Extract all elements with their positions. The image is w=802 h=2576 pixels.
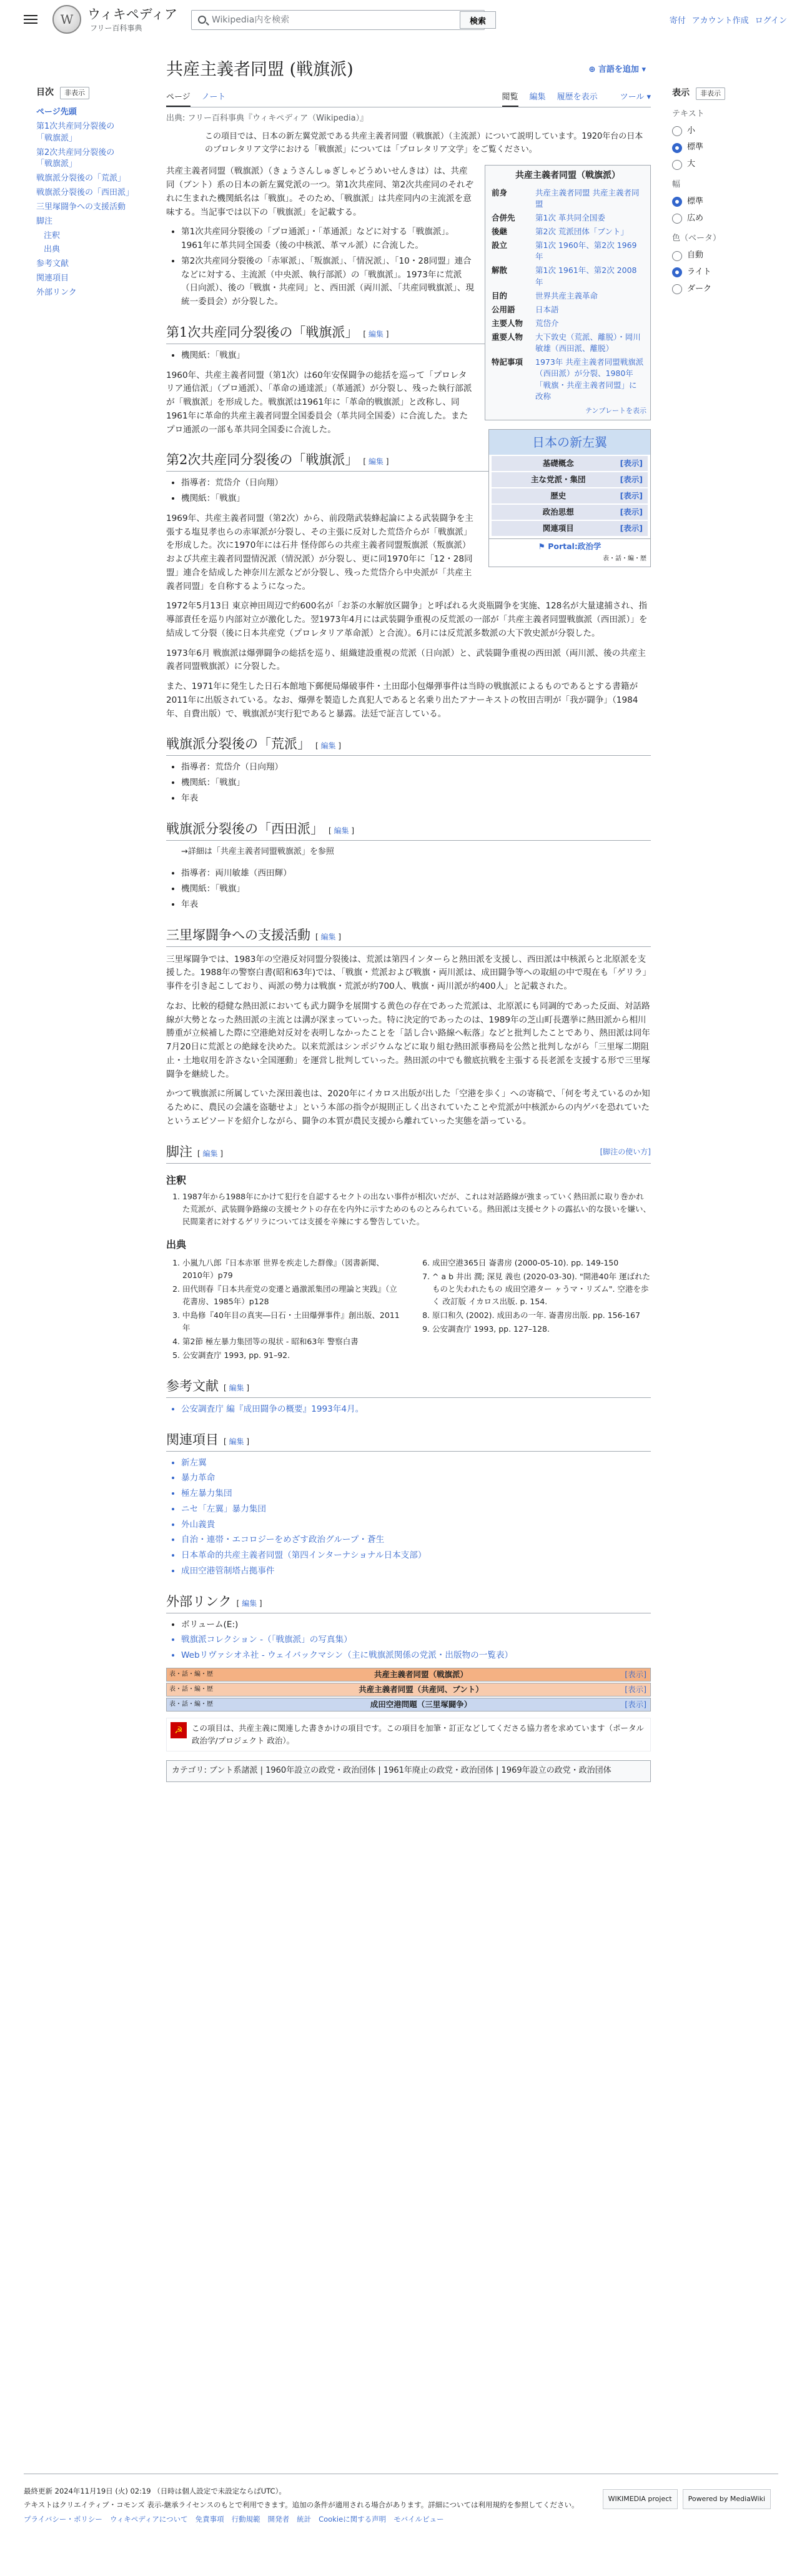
section-heading-3: 戦旗派分裂後の「荒派」 [ 編集 ] <box>166 735 651 756</box>
source-item: 3. 中島修『40年目の真実―日石・土田爆弾事件』創出版、2011年 <box>182 1309 401 1334</box>
list-item[interactable]: • 日本革命的共産主義者同盟（第四インターナショナル日本支部） <box>181 1549 651 1563</box>
list-item: • 指導者：荒岱介（日向翔） <box>181 477 651 490</box>
radio-icon[interactable] <box>672 197 682 207</box>
color-label: 色（ベータ） <box>672 234 721 244</box>
edit-link[interactable]: 編集 <box>320 741 336 751</box>
list-item: • 機関紙：「戦旗」 <box>181 349 651 363</box>
radio-icon[interactable] <box>672 214 682 224</box>
list-item[interactable]: • 新左翼 <box>181 1457 651 1470</box>
toc-list <box>36 121 134 299</box>
tab-read[interactable]: 閲覧 <box>502 92 518 107</box>
source-item: 5. 公安調査庁 1993, pp. 91–92. <box>182 1349 401 1362</box>
s2-paragraph-1: 1969年、共産主義者同盟（第2次）から、前段階武装蜂起論による武装闘争を主張する塩見孝也らの赤軍派が分裂し、その主張に反対した荒岱介らが「戦旗派」を形成した。次に1970年には石井 怪侍郎らの共産主義者同盟叛旗派（叛旗派）および共産主義者同盟情況派（情況派）が分裂し、更に同1970年に「12・28同盟」連合を結成した神奈川左派などが分裂し、残った荒岱介ら中央派が「共産主義者同盟」を自称するようになった。 <box>166 513 473 592</box>
stub-text: この項目は、共産主義に関連した書きかけの項目です。この項目を加筆・訂正などしてくださる協力者を求めています（ポータル 政治学/プロジェクト 政治）。 <box>192 1723 645 1745</box>
radio-icon[interactable] <box>672 267 682 277</box>
edit-link[interactable]: 編集 <box>368 329 384 339</box>
edit-link[interactable]: 編集 <box>242 1598 257 1608</box>
wikimedia-badge[interactable]: WIKIMEDIA project <box>603 2489 678 2509</box>
sources-columns <box>166 1256 651 1363</box>
section-heading-9: 外部リンク [ 編集 ] <box>166 1592 651 1613</box>
s4-see-also: →詳細は「共産主義者同盟戦旗派」を参照 <box>181 846 334 856</box>
infobox-row: 目的 世界共産主義革命 <box>492 290 598 300</box>
footer-navbox[interactable]: 表・話・編・歴 共産主義者同盟（戦旗派） [表示] <box>166 1668 651 1682</box>
s1-paragraph: 1960年、共産主義者同盟（第1次）は60年安保闘争の総括を巡って「プロレタリア通信派」（プロ通派）、「革命の通達派」（革通派）が分裂し、残った執行部派が「戦旗派」を形成した。戦旗派は1961年に「革命的戦旗派」と改称し、同1961年に革命的共産主義者同盟全国委員会（革共同全国委）に合流した。またプロ通派の一部も革共同全国委に合流した。 <box>166 370 472 435</box>
stub-notice <box>166 1718 651 1751</box>
hammer-sickle-icon: ☭ <box>171 1722 187 1738</box>
navbox-row[interactable]: 基礎概念 [表示] <box>492 456 648 471</box>
navbox-title[interactable]: 日本の新左翼 <box>489 430 650 455</box>
navbox-vte[interactable]: 表・話・編・歴 <box>603 555 646 562</box>
page-footer <box>24 2474 778 2527</box>
navbox-row[interactable]: 政治思想 [表示] <box>492 505 648 520</box>
donate-link[interactable]: 寄付 <box>669 16 686 26</box>
s5-paragraph-2: なお、比較的穏健な熱田派においても武力闘争を展開する黄色の存在であった荒派は、北原派にも同調的であった反面、対話路線が大勢となった熱田派の主流とは溝が深まっていった。特に決定的であったのは、1989年の芝山町長選挙に熱田派から相川勝重が立候補した際に空港絶対反対を表明しなかったことを「話し合い路線へ転落」などと批判したことであり、熱田派は同年7月20日に荒派との絶縁を決めた。以来荒派はシンポジウムなどに取り組む熱田派事務局を公然と批判しながら「三里塚二期阻止・土地収用を許さない全国運動」を運営し批判していった。熱田派の中でも徹底抗戦を主張する長老派を支援する形で三里塚闘争を継続した。 <box>166 1001 650 1079</box>
footer-link[interactable]: モバイルビュー <box>394 2514 444 2524</box>
s2-paragraph-3: 1973年6月 戦旗派は爆弾闘争の総括を巡り、組織建設重視の荒派（日向派）と、武装闘争重視の西田派（両川派、後の共産主義者同盟戦旗派）に分裂した。 <box>166 648 646 672</box>
search-button[interactable]: 検索 <box>460 11 496 29</box>
notes-heading: 注釈 <box>166 1174 187 1186</box>
sources-heading: 出典 <box>166 1239 187 1251</box>
infobox-row: 重要人物 大下敦史（荒派、離脱）・岡川敏雄（西田派、離脱） <box>492 332 641 354</box>
radio-icon[interactable] <box>672 126 682 136</box>
footer-link[interactable]: 開発者 <box>267 2514 290 2524</box>
text-size-option[interactable]: 標準 <box>672 141 778 154</box>
note-item: 1. 1987年から1988年にかけて犯行を自認するセクトの出ない事件が相次いだが、これは対話路線が強まっていく熱田派に取り巻かれた荒派が、武装闘争路線の支援セクトの存在を内外に示すためのものとみられている。熱田派は支援セクトの露払い的な扱いを嫌い、民間業者に対するゲリラについては支援を辛辣にする警告していた。 <box>182 1191 651 1228</box>
user-links <box>663 15 787 28</box>
hatnote: この項目では、日本の新左翼党派である共産主義者同盟（戦旗派）（主流派）について説明しています。1920年台の日本のプロレタリア文学における「戦旗派」については「プロレタリア文学」をご覧ください。 <box>205 131 643 154</box>
s2-paragraph-2: 1972年5月13日 東京神田周辺で約600名が「お茶の水解放区闘争」と呼ばれる火炎瓶闘争を実施、128名が大量逮捕され、指導部責任を巡り内部対立が激化した。翌1973年4月には武装闘争重視の反荒派の一部が「共産主義者同盟戦旗派（西田派）」を結成して分裂（後に日本共産党（プロレタリア革命派）と合流）。6月には反荒派多数派の大下敦史派が分裂した。 <box>166 601 648 638</box>
main-menu-icon[interactable] <box>24 12 37 26</box>
wikipedia-logo-icon[interactable]: W <box>52 5 81 34</box>
list-item[interactable]: • 自治・連帯・エコロジーをめざす政治グループ・蒼生 <box>181 1533 651 1547</box>
color-option[interactable]: ダーク <box>672 283 778 296</box>
radio-icon[interactable] <box>672 143 682 153</box>
tab-tools[interactable]: ツール ▾ <box>620 92 651 102</box>
infobox-row: 合併先 第1次 革共同全国委 <box>492 212 605 222</box>
section-heading-6: 脚注 [ 編集 ] [脚注の使い方] <box>166 1142 651 1164</box>
notes-list <box>166 1191 651 1228</box>
toc-item[interactable]: 戦旗派分裂後の「西田派」 <box>36 188 134 198</box>
toc-item[interactable]: 三里塚闘争への支援活動 <box>36 202 126 212</box>
list-item[interactable]: • 成田空港管制塔占拠事件 <box>181 1565 651 1578</box>
list-item: • 年表 <box>181 792 651 806</box>
toc-item[interactable]: 注釈 <box>44 230 61 240</box>
edit-link[interactable]: 編集 <box>202 1149 218 1158</box>
page-title: 共産主義者同盟 (戦旗派) <box>166 60 354 79</box>
footer-link[interactable]: Cookieに関する声明 <box>319 2514 387 2524</box>
radio-icon[interactable] <box>672 284 682 294</box>
list-item: • 指導者：荒岱介（日向翔） <box>181 761 651 775</box>
footer-link[interactable]: 行動規範 <box>231 2514 260 2524</box>
infobox-row: 主要人物 荒岱介 <box>492 318 559 328</box>
tab-talk[interactable]: ノート <box>201 92 226 102</box>
source-item: 6. 成田空港365日 崙書房 (2000-05-10). pp. 149-150 <box>432 1257 651 1269</box>
edit-link[interactable]: 編集 <box>334 826 349 835</box>
s9-list <box>181 1618 651 1663</box>
portal-link[interactable]: ⚑ Portal:政治学 <box>489 538 650 554</box>
appearance-panel <box>672 86 778 300</box>
navbox-row[interactable]: 主な党派・集団 [表示] <box>492 472 648 487</box>
infobox-row: 公用語 日本語 <box>492 304 559 314</box>
edit-link[interactable]: 編集 <box>229 1437 244 1446</box>
footer-link[interactable]: 統計 <box>297 2514 312 2524</box>
list-item[interactable]: • ニセ「左翼」暴力集団 <box>181 1503 651 1517</box>
infobox-row: 設立 第1次 1960年、第2次 1969年 <box>492 240 637 262</box>
s2-paragraph-4: また、1971年に発生した日石本館地下郵便局爆破事件・土田邸小包爆弾事件は当時の戦旗派によるものであるとする書籍が2011年に出版されている。なお、爆弾を製造した真犯人であると名乗り出たアナーキストの牧田吉明が「我が闘争」（1984年、自費出版）で、戦旗派が実行犯であると暴露。法廷で証言している。 <box>166 681 638 719</box>
infobox-title: 共産主義者同盟（戦旗派） <box>515 171 620 181</box>
list-item: • 機関紙：「戦旗」 <box>181 883 651 896</box>
section-heading-1: 第1次共産同分裂後の「戦旗派」 [ 編集 ] <box>166 323 651 344</box>
width-label: 幅 <box>672 179 681 189</box>
toc-item[interactable]: 参考文献 <box>36 259 69 269</box>
infobox-row: 前身 共産主義者同盟 共産主義者同盟 <box>492 187 640 209</box>
source-item: 2. 田代則春『日本共産党の変遷と過激派集団の理論と実践』（立花書房、1985年）p128 <box>182 1283 401 1308</box>
external-link[interactable]: • 戦旗派コレクション -（「戦旗派」の写真集） <box>181 1633 651 1647</box>
edit-link[interactable]: 編集 <box>368 457 384 467</box>
toc-item[interactable]: 第2次共産同分裂後の「戦旗派」 <box>36 147 115 169</box>
s5-paragraph-3: かつて戦旗派に所属していた深田義也は、2020年にイカロス出版が出した「空港を歩く」への寄稿で、「何を考えているのか知るために、農民の会議を盗聴せよ」という本部の指令が規則正しく出されていたことや荒派が中核派からの内ゲバを恐れていたというエピソードを紹介しながら、闘争の本質が農民支援から離れていった実態を語っている。 <box>166 1089 650 1126</box>
tab-history[interactable]: 履歴を表示 <box>557 92 598 102</box>
edit-link[interactable]: 編集 <box>320 932 336 941</box>
width-option[interactable]: 標準 <box>672 196 778 209</box>
infobox-template-link[interactable]: テンプレートを表示 <box>585 406 646 415</box>
s8-list <box>181 1457 651 1578</box>
from-line: 出典: フリー百科事典『ウィキペディア（Wikipedia）』 <box>166 114 369 123</box>
source-item: 4. 第2節 極左暴力集団等の現状 - 昭和63年 警察白書 <box>182 1335 401 1348</box>
toc-item[interactable]: 外部リンク <box>36 287 77 297</box>
login-link[interactable]: ログイン <box>755 16 787 26</box>
intro-paragraph: 共産主義者同盟（戦旗派）（きょうさんしゅぎしゃどうめいせんきは）は、共産同（ブント）系の日本の新左翼党派の一つ。第1次共産同、第2次共産同のそれぞれに生まれた機関紙名は「戦旗」。そのため、「戦旗派」は共産同内の主流派を意味する。当記事では以下の「戦旗派」を記載する。 <box>166 166 473 217</box>
search-input[interactable] <box>212 13 449 27</box>
source-item: 8. 原口和久 (2002). 成田あの一年. 崙書房出版. pp. 156-167 <box>432 1309 651 1322</box>
color-group <box>672 249 778 295</box>
mediawiki-badge[interactable]: Powered by MediaWiki <box>683 2489 771 2509</box>
language-button[interactable]: ⊕ 言語を追加 ▾ <box>588 65 646 74</box>
navbox-row[interactable]: 歴史 [表示] <box>492 488 648 503</box>
footnote-help-link[interactable]: [脚注の使い方] <box>600 1147 651 1156</box>
radio-icon[interactable] <box>672 160 682 170</box>
list-item: • 機関紙：「戦旗」 <box>181 492 651 506</box>
section-heading-7: 参考文献 [ 編集 ] <box>166 1377 651 1398</box>
new-left-navbox <box>488 429 651 567</box>
text-size-option[interactable]: 小 <box>672 125 778 138</box>
list-item: • 指導者：両川敏雄（西田輝） <box>181 867 651 881</box>
radio-icon[interactable] <box>672 251 682 261</box>
color-option[interactable]: ライト <box>672 266 778 279</box>
list-item: • 機関紙：「戦旗」 <box>181 776 651 790</box>
appearance-hide-button[interactable]: 非表示 <box>696 87 725 100</box>
source-item: 1. 小嵐九八郎『日本赤軍 世界を疾走した群像』（図書新聞、2010年）p79 <box>182 1257 401 1282</box>
footer-navbox[interactable]: 表・話・編・歴 共産主義者同盟（共産同、ブント） [表示] <box>166 1683 651 1697</box>
source-item: 9. 公安調査庁 1993, pp. 127–128. <box>432 1323 651 1335</box>
toc-hide-button[interactable]: 非表示 <box>60 87 89 99</box>
header <box>0 0 802 44</box>
s7-list <box>181 1403 651 1417</box>
categories[interactable]: カテゴリ: ブント系諸派 | 1960年設立の政党・政治団体 | 1961年廃止の政党・政治団体 | 1969年設立の政党・政治団体 <box>166 1760 651 1782</box>
source-item: 7. ^ a b 井出 潤; 深見 義也 (2020-03-30). "開港40年 運ばれたものと失われたもの 成田空港ター ヶうマ・リズム". 空港を歩く 改訂版 イカロス出版. p. 154. <box>432 1271 651 1308</box>
toc-item[interactable]: 戦旗派分裂後の「荒派」 <box>36 174 126 184</box>
toc-item[interactable]: 脚注 <box>36 216 53 226</box>
list-item: • ボリューム(E:) <box>181 1618 651 1632</box>
last-updated: 最終更新 2024年11月19日 (火) 02:19 （日時は個人設定で未設定ならばUTC）。 <box>24 2487 286 2495</box>
width-option[interactable]: 広め <box>672 212 778 225</box>
section-heading-4: 戦旗派分裂後の「西田派」 [ 編集 ] <box>166 820 651 841</box>
site-name[interactable]: ウィキペディア <box>87 7 178 22</box>
footer-navbox[interactable]: 表・話・編・歴 成田空港問題（三里塚闘争） [表示] <box>166 1698 651 1712</box>
footer-link[interactable]: ウィキペディアについて <box>109 2514 188 2524</box>
section-heading-5: 三里塚闘争への支援活動 [ 編集 ] <box>166 926 651 947</box>
site-tagline: フリー百科事典 <box>90 24 142 32</box>
footer-links <box>24 2514 778 2525</box>
infobox-row: 特記事項 1973年 共産主義者同盟戦旗派（西田派）が分裂、1980年「戦旗・共産主義者同盟」に改称 <box>492 357 644 401</box>
edit-link[interactable]: 編集 <box>229 1383 244 1392</box>
text-size-label: テキスト <box>672 109 705 119</box>
list-item: • 年表 <box>181 898 651 912</box>
width-group <box>672 196 778 225</box>
infobox-row: 解散 第1次 1961年、第2次 2008年 <box>492 265 637 287</box>
text-size-option[interactable]: 大 <box>672 158 778 171</box>
tab-edit[interactable]: 編集 <box>529 92 546 102</box>
toc-top-link[interactable]: ページ先頭 <box>36 107 77 117</box>
section-heading-2: 第2次共産同分裂後の「戦旗派」 [ 編集 ] <box>166 450 651 472</box>
list-item: • 第1次共産同分裂後の「プロ通派」・「革通派」などに対する「戦旗派」。1961年に革共同全国委（後の中核派、革マル派）に合流した。 <box>181 225 651 253</box>
infobox-row: 後継 第2次 荒派団体「ブント」 <box>492 227 628 237</box>
list-item[interactable]: • 外山義貴 <box>181 1518 651 1532</box>
navbox-row[interactable]: 関連項目 [表示] <box>492 521 648 536</box>
toc-item[interactable]: 出典 <box>44 245 61 255</box>
license-text: テキストはクリエイティブ・コモンズ 表示-継承ライセンスのもとで利用できます。追加の条件が適用される場合があります。詳細については利用規約を参照してください。 <box>24 2500 579 2510</box>
article-content <box>166 112 651 1782</box>
appearance-title: 表示 <box>672 88 690 98</box>
search-icon <box>198 16 206 24</box>
footer-navboxes <box>166 1668 651 1712</box>
list-item[interactable]: • 極左暴力集団 <box>181 1487 651 1501</box>
s5-paragraph-1: 三里塚闘争では、1983年の空港反対同盟分裂後は、荒派は第四インターらと熱田派を支援し、西田派は中核派らと北原派を支援した。1988年の警察白書(昭和63年)では、「戦旗・荒派および戦旗・両川派は、成田闘争等への取組の中で現在も「ゲリラ」事件を引き起こしており、両派の勢力は戦旗・荒派が約700人、戦旗・両川派が約400人」と記載された。 <box>166 954 647 992</box>
page-tabs <box>166 87 651 107</box>
list-item[interactable]: • 暴力革命 <box>181 1472 651 1485</box>
toc-item[interactable]: 関連項目 <box>36 274 69 284</box>
infobox <box>485 165 651 420</box>
section-heading-8: 関連項目 [ 編集 ] <box>166 1430 651 1452</box>
s3-list <box>181 761 651 805</box>
text-size-group <box>672 125 778 171</box>
external-link[interactable]: • Webリヴァシオネ社 - ウェイバックマシン（主に戦旗派関係の党派・出版物の一覧表） <box>181 1649 651 1663</box>
toc-title: 目次 <box>36 87 54 97</box>
list-item: • 第2次共産同分裂後の「赤軍派」、「叛旗派」、「情況派」、「10・28同盟」連合などに対する、主流派（中央派、執行部派）の「戦旗派」。1973年に荒派（日向派）、後の「戦旗・共産同」と、西田派（両川派、「共産同戦旗派」、現 統一委員会）が分裂した。 <box>181 255 651 309</box>
tab-page[interactable]: ページ <box>166 92 191 107</box>
s4-list <box>181 867 651 911</box>
footer-link[interactable]: プライバシー・ポリシー <box>24 2514 102 2524</box>
color-option[interactable]: 自動 <box>672 249 778 262</box>
list-item[interactable]: • 公安調査庁 編『成田闘争の概要』1993年4月。 <box>181 1403 651 1417</box>
toc-item[interactable]: 第1次共産同分裂後の「戦旗派」 <box>36 121 115 143</box>
create-account-link[interactable]: アカウント作成 <box>691 16 749 26</box>
table-of-contents <box>36 86 134 302</box>
search-box <box>191 10 485 30</box>
footer-link[interactable]: 免責事項 <box>195 2514 224 2524</box>
